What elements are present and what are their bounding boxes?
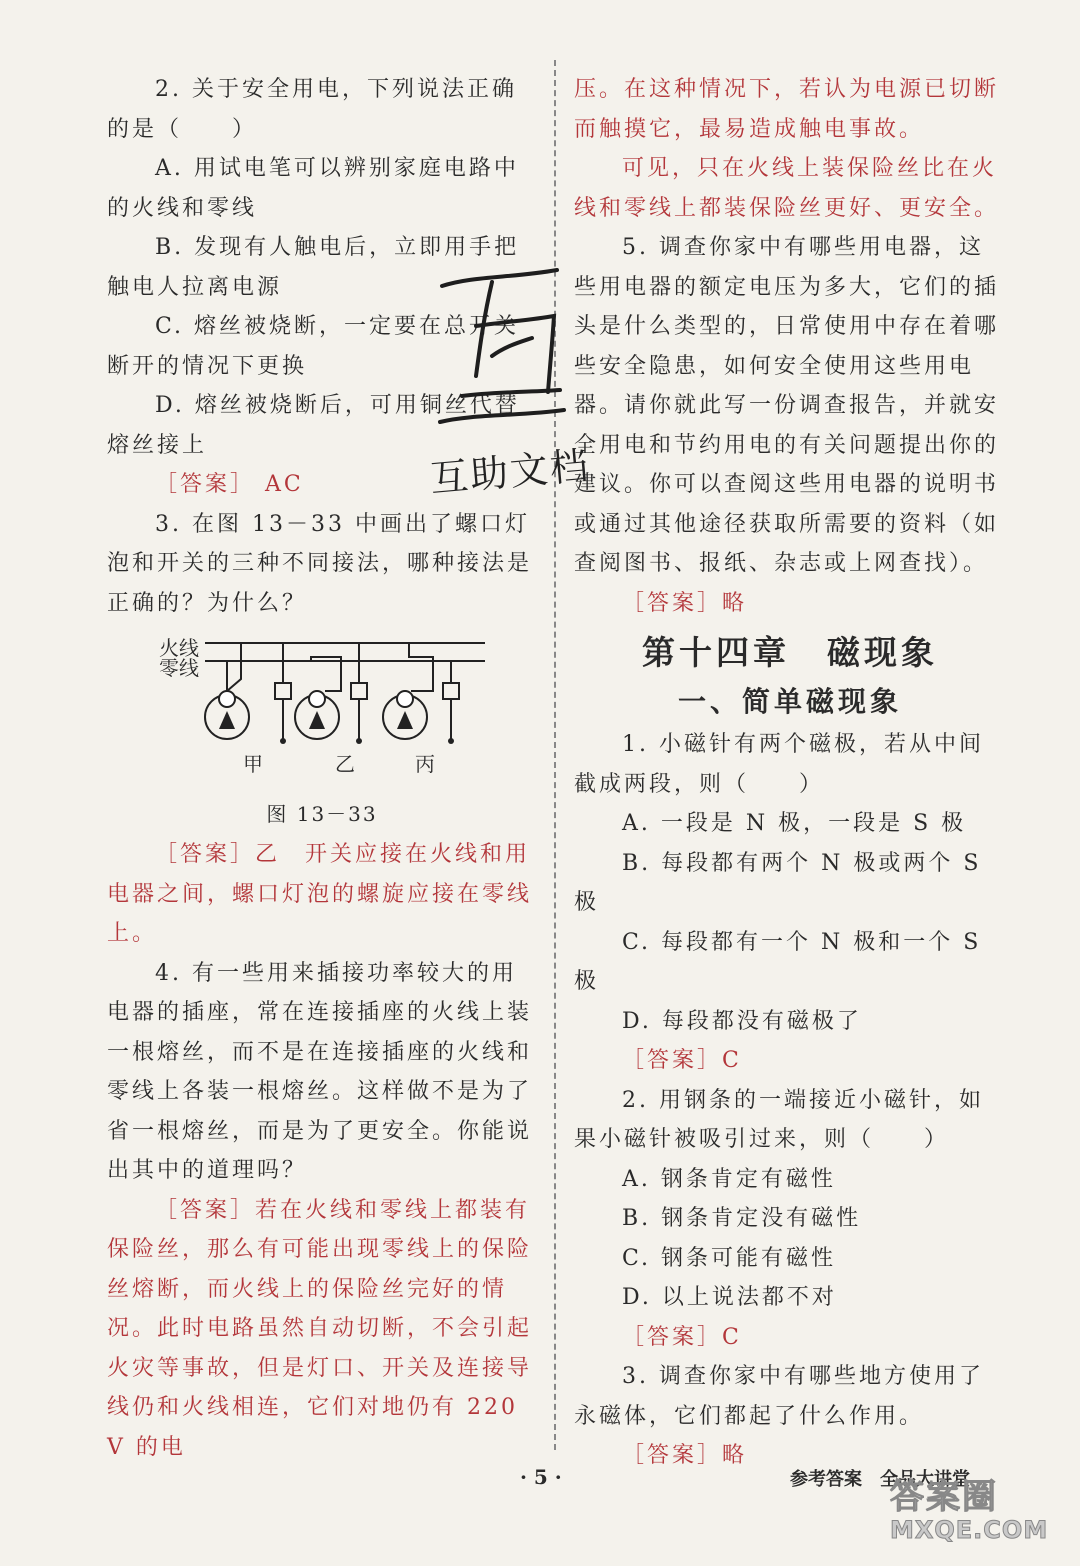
s1-option-b: B. 每段都有两个 N 极或两个 S 极 (574, 850, 982, 915)
logo-top: 答案圈 (890, 1477, 998, 1517)
answer-text: 乙 开关应接在火线和用电器之间，螺口灯泡的螺旋应接在零线上。 (107, 842, 533, 946)
answer-text: C (722, 1048, 742, 1073)
logo-bottom: MXQE.COM (890, 1516, 1049, 1544)
answer-text: AC (265, 472, 304, 497)
s1-option-a: A. 一段是 N 极，一段是 S 极 (622, 811, 967, 836)
section-title: 一、简单磁现象 (677, 685, 902, 718)
question-2-stem: 2. 关于安全用电，下列说法正确的是（ ） (107, 77, 517, 142)
question-4-answer (107, 1191, 537, 1468)
label-neutral-wire: 零线 (159, 656, 199, 680)
label-live-wire: 火线 (159, 636, 199, 660)
question-5-stem: 5. 调查你家中有哪些用电器，这些用电器的额定电压为多大，它们的插头是什么类型的，日常使用中存在着哪些安全隐患，如何安全使用这些用电器。请你就此写一份调查报告，并就安全用电和节约用电的有关问题提出你的建议。你可以查阅这些用电器的说明书或通过其他途径获取所需要的资料（如查阅图书、报纸、杂志或上网查找）。 (574, 235, 1000, 576)
site-logo-watermark (890, 1478, 1048, 1544)
answer-tag: ［答案］ (155, 1197, 256, 1223)
answer-text: C (722, 1324, 742, 1350)
s2-answer (574, 1318, 1006, 1358)
s1-stem: 1. 小磁针有两个磁极，若从中间截成两段，则（ ） (574, 732, 984, 797)
answer-tag: ［答案］ (622, 590, 723, 616)
answer-tag: ［答案］ (622, 1048, 723, 1073)
question-5-answer (574, 584, 1006, 624)
answer-tag: ［答案］ (155, 472, 256, 497)
question-3-stem: 3. 在图 13－33 中画出了螺口灯泡和开关的三种不同接法，哪种接法是正确的？为什么？ (107, 511, 533, 616)
circuit-diagram (155, 629, 495, 779)
s2-option-b: B. 钢条肯定没有磁性 (622, 1206, 862, 1231)
s3-stem: 3. 调查你家中有哪些地方使用了永磁体，它们都起了什么作用。 (574, 1364, 984, 1429)
label-bing: 丙 (415, 752, 435, 776)
answer-text: 若在火线和零线上都装有保险丝，那么有可能出现零线上的保险丝熔断，而火线上的保险丝完好的情况。此时电路虽然自动切断，不会引起火灾等事故，但是灯口、开关及连接导线仍和火线相连，它们对地仍有 220 V 的电 (107, 1197, 533, 1460)
answer-tag: ［答案］ (622, 1324, 723, 1350)
page-number: · 5 · (520, 1465, 562, 1489)
label-yi: 乙 (335, 752, 355, 776)
question-4-answer-continued: 压。在这种情况下，若认为电源已切断而触摸它，最易造成触电事故。 (574, 77, 1000, 142)
s2-option-a: A. 钢条肯定有磁性 (622, 1166, 836, 1192)
s1-option-d: D. 每段都没有磁极了 (622, 1008, 862, 1034)
watermark-text: 互助文档 (428, 443, 592, 501)
question-2-option-a: A. 用试电笔可以辨别家庭电路中的火线和零线 (107, 156, 519, 221)
answer-text: 略 (722, 590, 748, 616)
answer-tag: ［答案］ (155, 842, 256, 867)
s2-stem: 2. 用钢条的一端接近小磁针，如果小磁针被吸引过来，则（ ） (574, 1087, 984, 1152)
question-2-option-b: B. 发现有人触电后，立即用手把触电人拉离电源 (107, 235, 520, 300)
right-column (574, 70, 1006, 1476)
circuit-figure (107, 629, 537, 835)
chapter-title: 第十四章 磁现象 (642, 633, 938, 672)
figure-caption: 图 13－33 (266, 802, 378, 826)
s1-option-c: C. 每段都有一个 N 极和一个 S 极 (574, 929, 982, 994)
answer-tag: ［答案］ (622, 1443, 723, 1468)
handwritten-watermark-icon (432, 246, 572, 446)
question-3-answer (107, 835, 537, 954)
s2-option-d: D. 以上说法都不对 (622, 1285, 837, 1310)
question-2-option-c: C. 熔丝被烧断，一定要在总开关断开的情况下更换 (107, 314, 520, 379)
question-4-stem: 4. 有一些用来插接功率较大的用电器的插座，常在连接插座的火线上装一根熔丝，而不是在连接插座的火线和零线上各装一根熔丝。这样做不是为了省一根熔丝，而是为了更安全。你能说出其中的道理吗？ (107, 960, 533, 1183)
question-4-answer-conclusion: 可见，只在火线上装保险丝比在火线和零线上都装保险丝更好、更安全。 (574, 156, 1000, 221)
s1-answer (574, 1041, 1006, 1081)
s2-option-c: C. 钢条可能有磁性 (622, 1245, 837, 1271)
label-jia: 甲 (243, 752, 263, 776)
question-2-option-d: D. 熔丝被烧断后，可用铜丝代替熔丝接上 (107, 393, 520, 458)
footer-label: 参考答案 全品大讲堂 (790, 1469, 970, 1490)
answer-text: 略 (722, 1443, 748, 1468)
